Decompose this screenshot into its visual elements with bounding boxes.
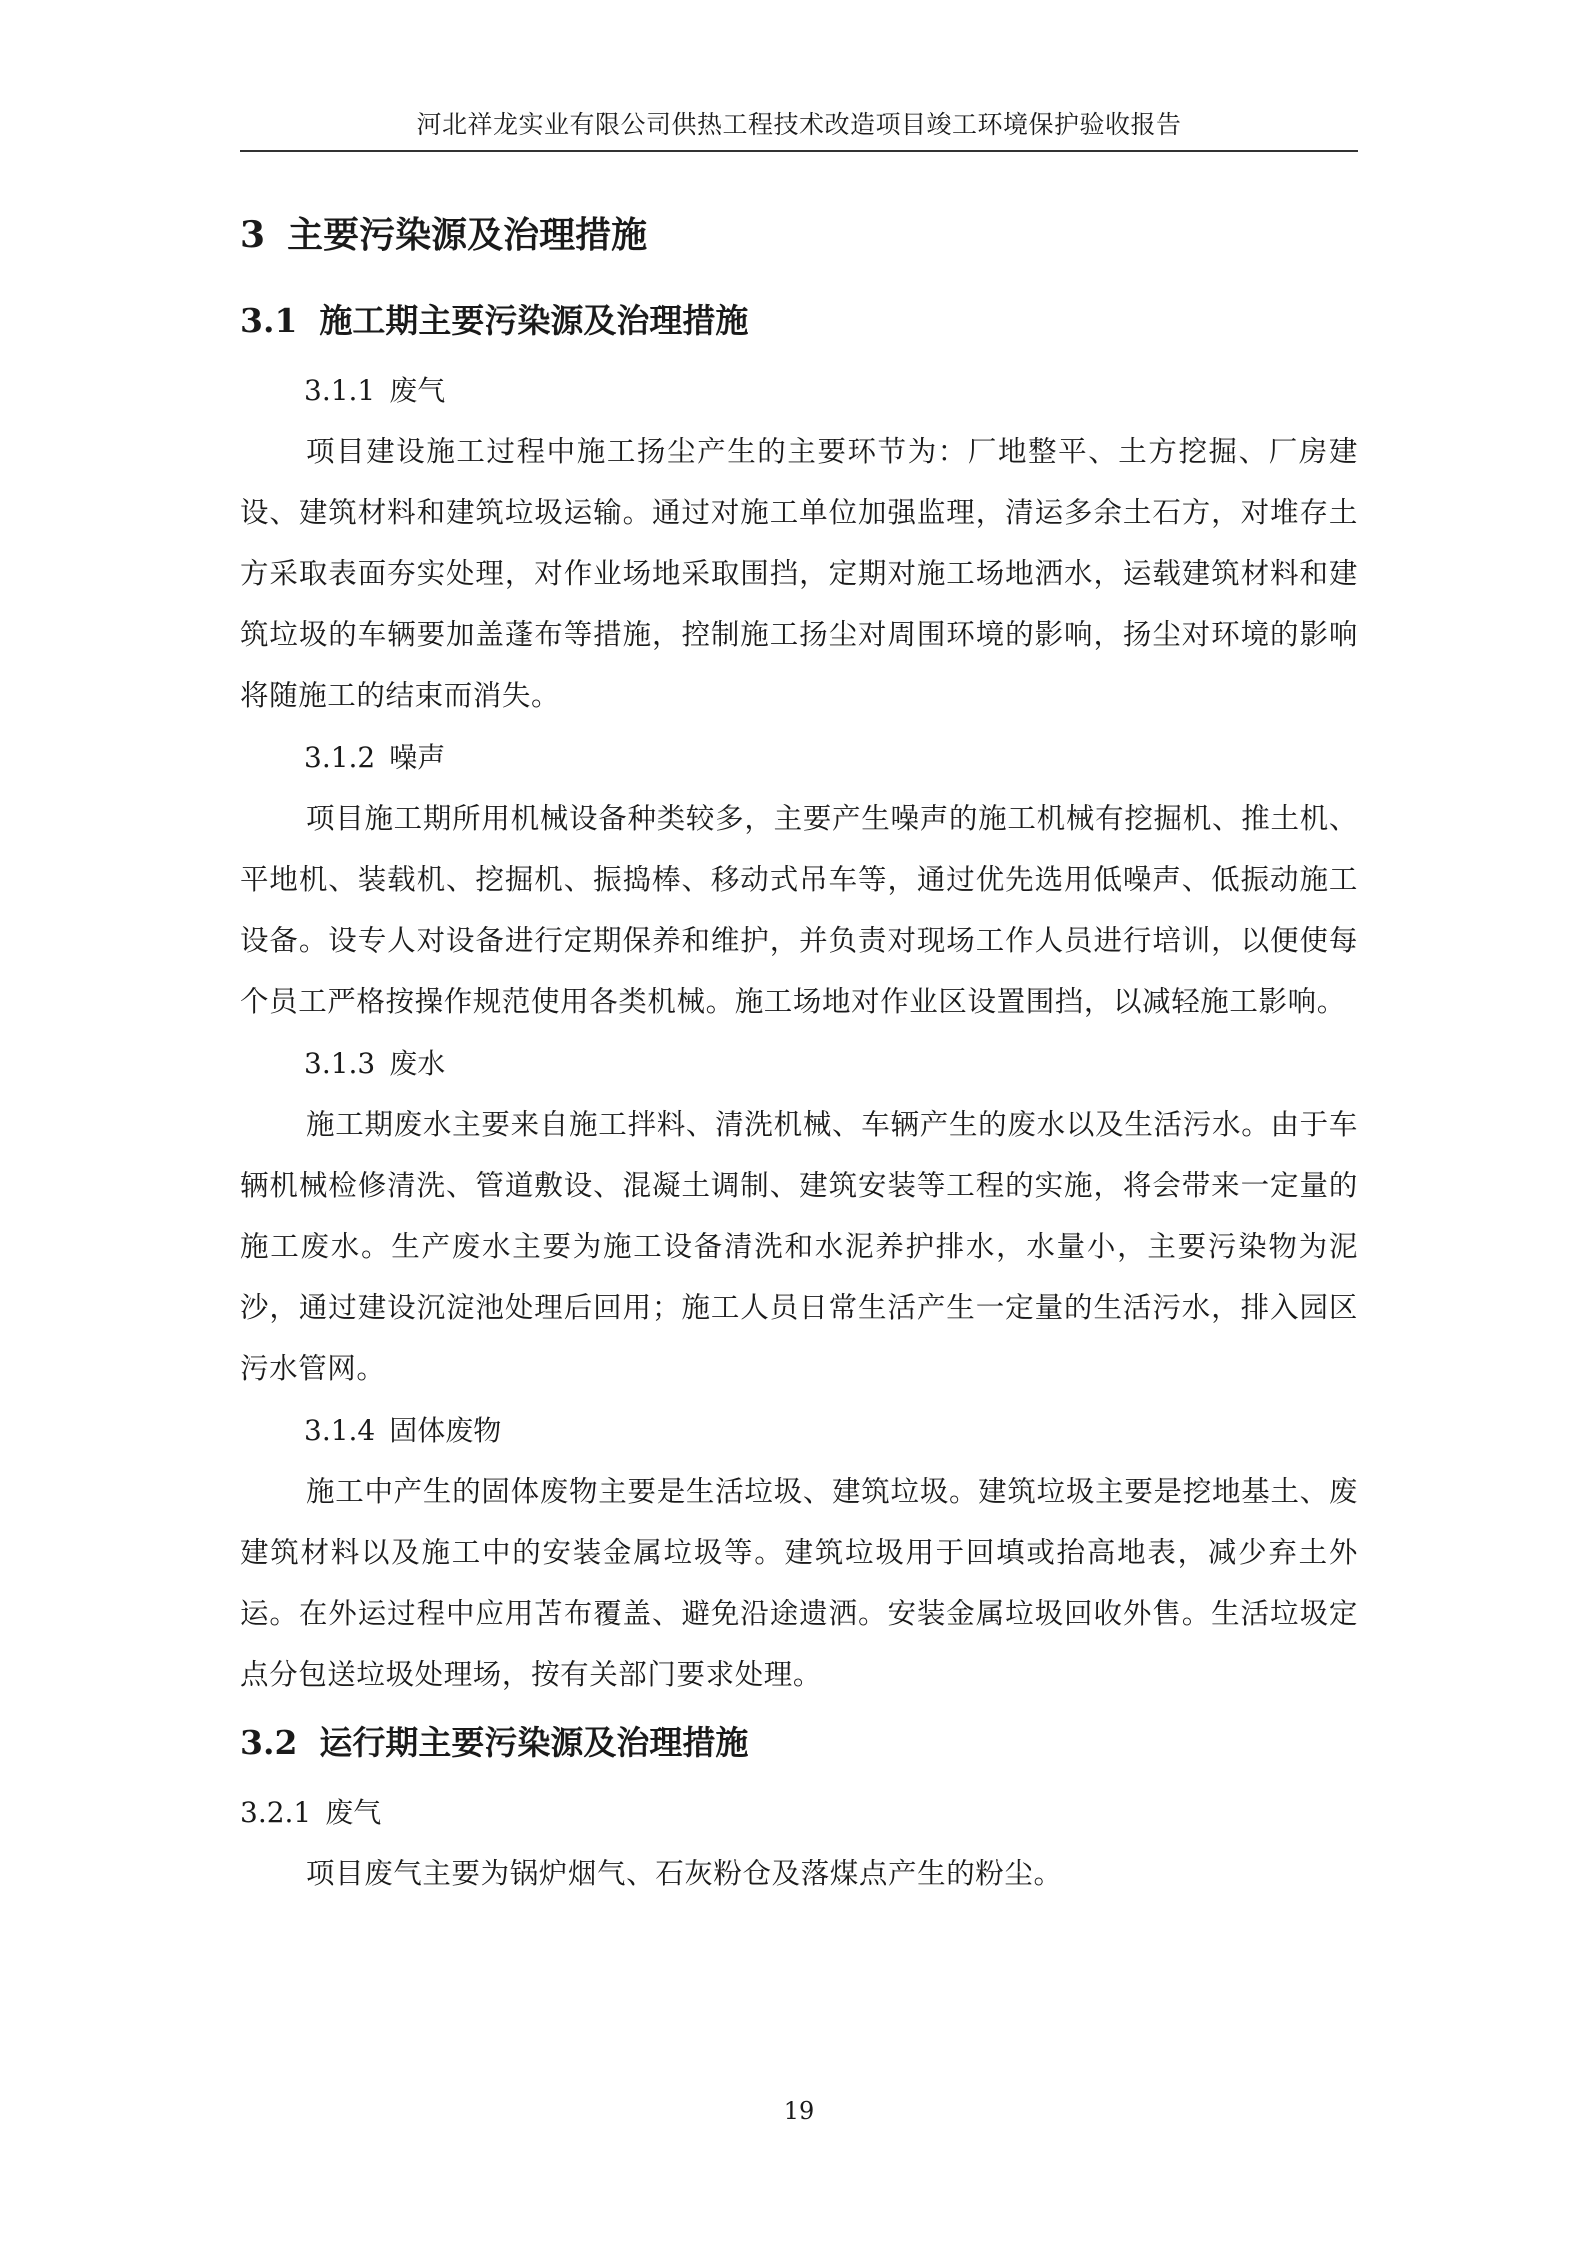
subsection-heading-3-1-1 — [240, 361, 1358, 421]
subsection-title: 噪声 — [389, 741, 446, 774]
subsection-title: 废气 — [389, 374, 446, 407]
paragraph-exhaust-construction: 项目建设施工过程中施工扬尘产生的主要环节为：厂地整平、土方挖掘、厂房建设、建筑材料和建筑垃圾运输。通过对施工单位加强监理，清运多余土石方，对堆存土方采取表面夯实处理，对作业场地采取围挡，定期对施工场地洒水，运载建筑材料和建筑垃圾的车辆要加盖蓬布等措施，控制施工扬尘对周围环境的影响，扬尘对环境的影响将随施工的结束而消失。 — [240, 435, 1358, 712]
running-header: 河北祥龙实业有限公司供热工程技术改造项目竣工环境保护验收报告 — [416, 110, 1182, 139]
page-number: 19 — [783, 2097, 815, 2125]
subsection-title: 废水 — [389, 1047, 446, 1080]
header-rule — [240, 150, 1358, 152]
page-body — [240, 205, 1358, 1906]
subsection-heading-3-1-4 — [240, 1401, 1358, 1461]
section-title: 施工期主要污染源及治理措施 — [319, 301, 749, 340]
subsection-title: 固体废物 — [389, 1414, 502, 1447]
chapter-number: 3 — [240, 214, 266, 256]
subsection-heading-3-1-3 — [240, 1034, 1358, 1094]
chapter-heading — [240, 205, 1358, 265]
section-heading-3-2 — [240, 1715, 1358, 1771]
section-number: 3.1 — [240, 301, 298, 340]
subsection-title: 废气 — [325, 1796, 382, 1829]
section-number: 3.2 — [240, 1723, 298, 1762]
spacer — [240, 1707, 1358, 1715]
subsection-number: 3.2.1 — [240, 1796, 312, 1829]
subsection-number: 3.1.1 — [304, 374, 376, 407]
subsection-heading-3-2-1 — [240, 1783, 1358, 1843]
subsection-number: 3.1.4 — [304, 1414, 376, 1447]
chapter-title: 主要污染源及治理措施 — [287, 214, 648, 256]
subsection-number: 3.1.2 — [304, 741, 376, 774]
section-heading-3-1 — [240, 293, 1358, 349]
subsection-number: 3.1.3 — [304, 1047, 376, 1080]
paragraph-noise-construction: 项目施工期所用机械设备种类较多，主要产生噪声的施工机械有挖掘机、推土机、平地机、装载机、挖掘机、振捣棒、移动式吊车等，通过优先选用低噪声、低振动施工设备。设专人对设备进行定期保养和维护，并负责对现场工作人员进行培训，以便使每个员工严格按操作规范使用各类机械。施工场地对作业区设置围挡，以减轻施工影响。 — [240, 802, 1358, 1018]
subsection-heading-3-1-2 — [240, 728, 1358, 788]
paragraph-wastewater-construction: 施工期废水主要来自施工拌料、清洗机械、车辆产生的废水以及生活污水。由于车辆机械检修清洗、管道敷设、混凝土调制、建筑安装等工程的实施，将会带来一定量的施工废水。生产废水主要为施工设备清洗和水泥养护排水，水量小，主要污染物为泥沙，通过建设沉淀池处理后回用；施工人员日常生活产生一定量的生活污水，排入园区污水管网。 — [240, 1108, 1358, 1385]
section-title: 运行期主要污染源及治理措施 — [319, 1723, 749, 1762]
paragraph-solid-waste-construction: 施工中产生的固体废物主要是生活垃圾、建筑垃圾。建筑垃圾主要是挖地基土、废建筑材料以及施工中的安装金属垃圾等。建筑垃圾用于回填或抬高地表，减少弃土外运。在外运过程中应用苫布覆盖、避免沿途遗洒。安装金属垃圾回收外售。生活垃圾定点分包送垃圾处理场，按有关部门要求处理。 — [240, 1475, 1358, 1691]
paragraph-exhaust-operation: 项目废气主要为锅炉烟气、石灰粉仓及落煤点产生的粉尘。 — [306, 1857, 1063, 1890]
